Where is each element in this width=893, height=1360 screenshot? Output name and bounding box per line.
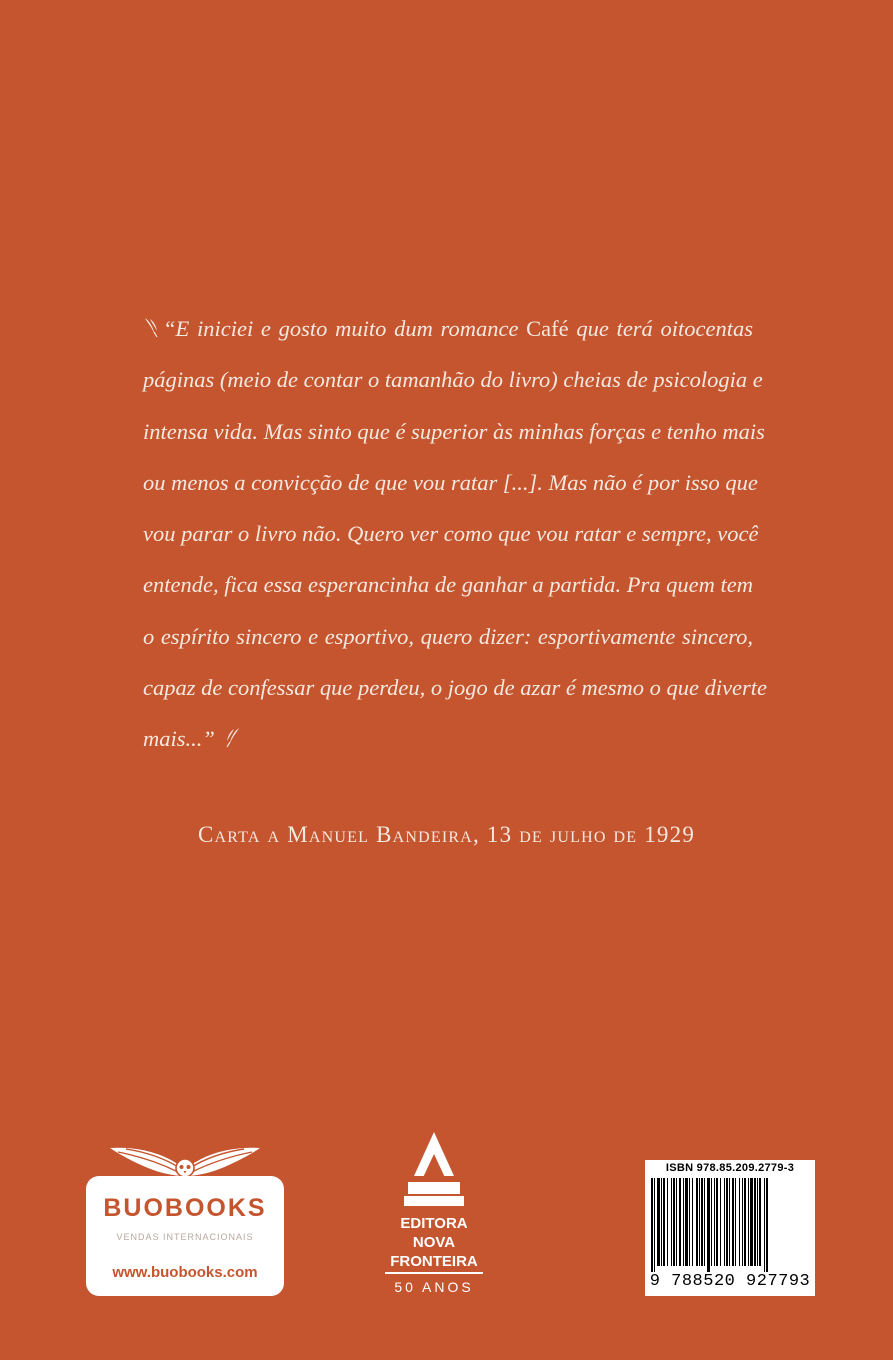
barcode-bar (671, 1178, 672, 1266)
quote-line: páginas (meio de contar o tamanhão do livro) cheias de psicologia e (143, 367, 763, 393)
barcode-bar (679, 1178, 681, 1266)
barcode-bar (744, 1178, 746, 1266)
publisher-name-line: NOVA (412, 1234, 456, 1251)
barcode-bar (748, 1178, 749, 1266)
quote-line-1-text: “E iniciei e gosto muito dum romance (163, 316, 527, 341)
barcode-bar (683, 1178, 684, 1266)
quote-line: vou parar o livro não. Quero ver como que vou ratar e sempre, você (143, 521, 759, 547)
barcode-bar (724, 1178, 725, 1266)
barcode-bar (689, 1178, 690, 1266)
barcode-bar (676, 1178, 677, 1266)
publisher-anniversary: 50 ANOS (394, 1279, 474, 1295)
barcode-bar (692, 1178, 693, 1266)
quote-block (143, 303, 768, 765)
ean-digits: 9 788520 927793 (649, 1272, 811, 1291)
publisher-name (372, 1214, 496, 1271)
attribution: Carta a Manuel Bandeira, 13 de julho de 1929 (197, 822, 696, 847)
quote-line: capaz de confessar que perdeu, o jogo de azar é mesmo o que diverte (143, 675, 768, 701)
barcode-bar (654, 1178, 655, 1272)
barcode-bar (757, 1178, 758, 1266)
quote-line-last-text: mais...” (143, 726, 215, 752)
quote-line: ou menos a convicção de que vou ratar [...]. Mas não é por isso que (143, 469, 758, 495)
barcode-bar (663, 1178, 665, 1266)
barcode-bar (764, 1178, 765, 1272)
barcode-bar (739, 1178, 740, 1266)
buobooks-name: BUOBOOKS (103, 1194, 267, 1222)
quote-line: o espírito sincero e esportivo, quero dizer: esportivamente sincero, (143, 623, 753, 649)
barcode-bar (696, 1178, 698, 1266)
barcode-bar (732, 1178, 734, 1266)
barcode-bar (714, 1178, 715, 1266)
triangle-logo-icon (402, 1132, 466, 1208)
barcode-bar (707, 1178, 710, 1272)
publisher-name-line: EDITORA (400, 1215, 468, 1232)
barcode-bar (699, 1178, 700, 1266)
quote-line: entende, fica essa esperancinha de ganhar a partida. Pra quem tem (143, 572, 753, 598)
quill-icon (221, 725, 241, 749)
quote-line (143, 713, 753, 764)
barcode-bar (759, 1178, 761, 1266)
barcode-bar (657, 1178, 660, 1266)
barcode-bar (667, 1178, 668, 1266)
owl-wings-icon (108, 1140, 262, 1180)
publisher-name-line: FRONTEIRA (390, 1253, 478, 1270)
isbn-label: ISBN 978.85.209.2779-3 (665, 1162, 795, 1174)
buobooks-badge (86, 1140, 284, 1296)
publisher-divider (385, 1272, 483, 1274)
barcode-bar (742, 1178, 743, 1266)
barcode-bar (735, 1178, 736, 1266)
barcode-bar (711, 1178, 712, 1266)
barcode-bar (750, 1178, 753, 1266)
barcode-bar (673, 1178, 675, 1266)
barcode-bar (729, 1178, 730, 1266)
quill-icon (143, 315, 163, 339)
barcode-bars (651, 1178, 809, 1272)
publisher-logo (372, 1132, 496, 1302)
barcode-bar (726, 1178, 728, 1266)
book-title: Café (526, 316, 569, 341)
buobooks-url: www.buobooks.com (112, 1264, 258, 1281)
quote-line (143, 303, 753, 354)
barcode-bar (704, 1178, 705, 1266)
barcode-bar (754, 1178, 756, 1266)
quote-line: intensa vida. Mas sinto que é superior às minhas forças e tenho mais (143, 418, 765, 444)
quote-line-1-tail: que terá oitocentas (568, 316, 754, 341)
barcode-bar (766, 1178, 768, 1272)
barcode-bar (661, 1178, 662, 1266)
barcode-bar (701, 1178, 703, 1266)
barcode-bar (651, 1178, 653, 1272)
barcode-bar (716, 1178, 718, 1266)
barcode-bar (685, 1178, 688, 1266)
barcode-bar (720, 1178, 721, 1266)
isbn-barcode (645, 1160, 815, 1296)
buobooks-tagline: VENDAS INTERNACIONAIS (116, 1232, 254, 1242)
buobooks-card (86, 1176, 284, 1296)
